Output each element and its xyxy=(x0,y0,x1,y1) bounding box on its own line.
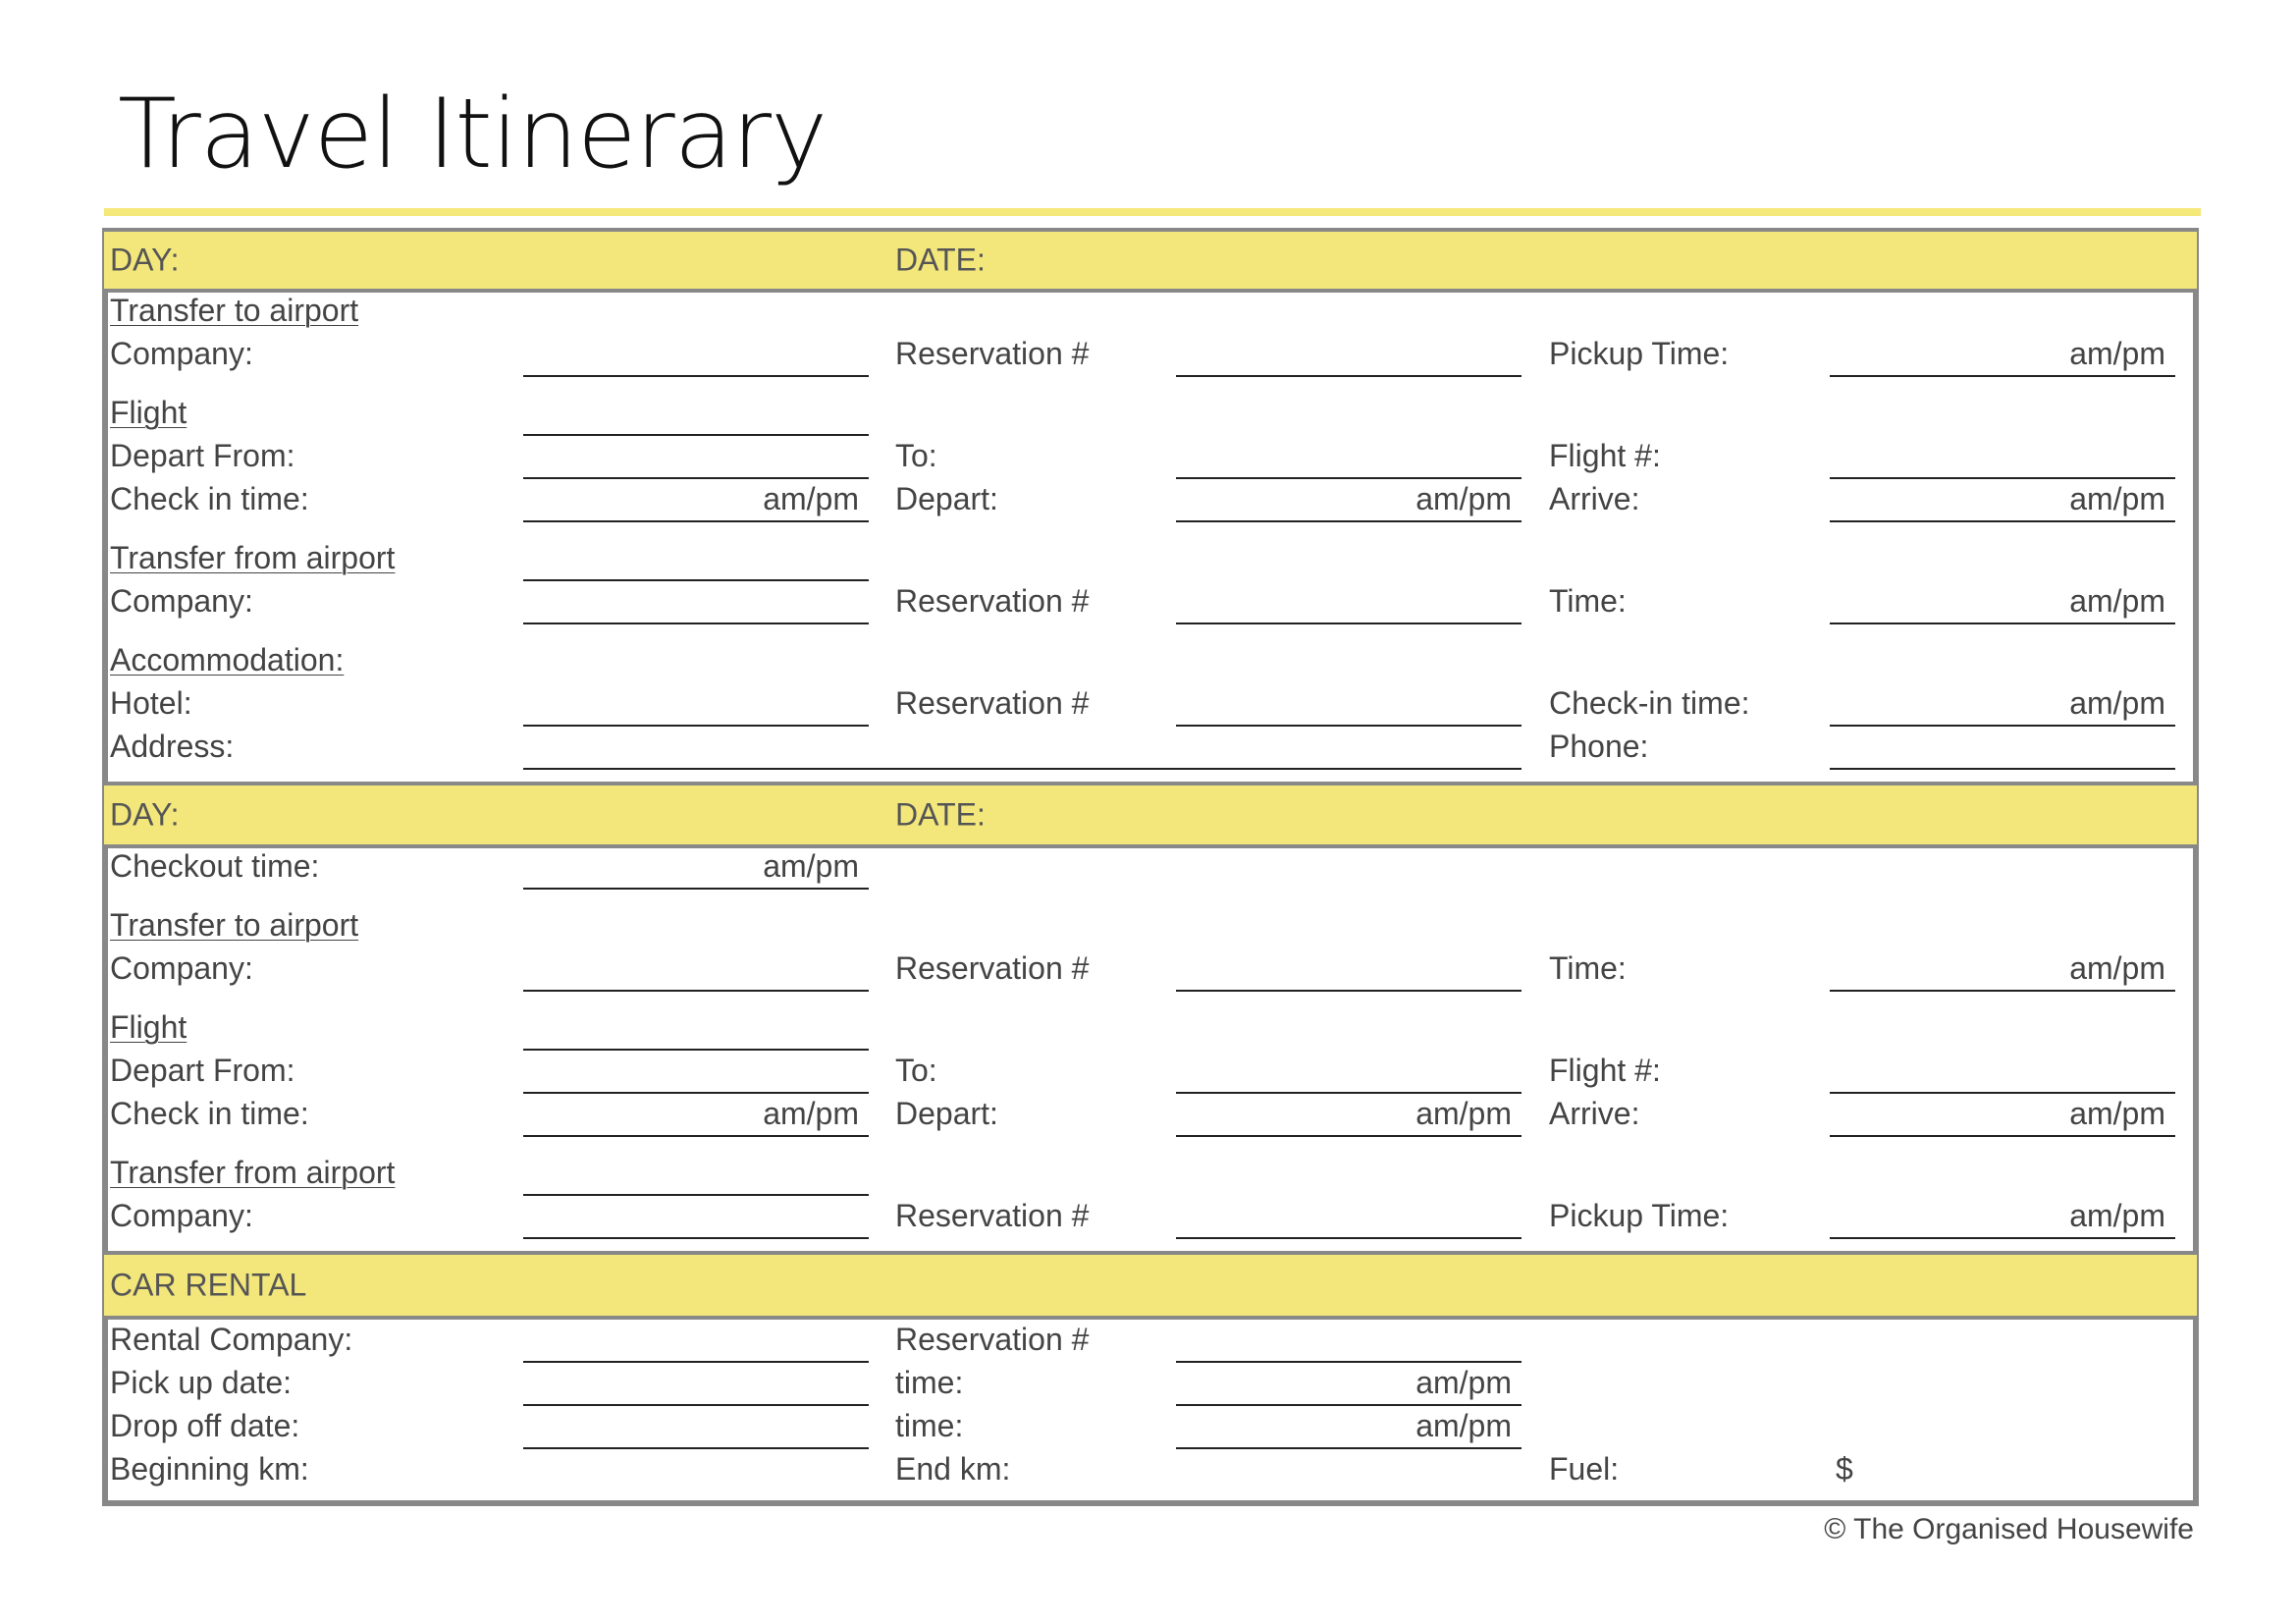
day2-depart-label: Depart: xyxy=(895,1096,998,1131)
beginning-km-label: Beginning km: xyxy=(110,1451,309,1487)
day1-hotel-reservation-label: Reservation # xyxy=(895,685,1090,721)
day1-tta-company-label: Company: xyxy=(110,336,253,371)
day1-arrive-label: Arrive: xyxy=(1549,481,1640,516)
rental-company-field[interactable] xyxy=(523,1361,869,1363)
page-title: Travel Itinerary xyxy=(118,79,828,190)
day1-accommodation-heading: Accommodation: xyxy=(110,642,345,677)
day1-tfa-time-field[interactable] xyxy=(1830,623,2175,624)
day2-tfa-extra-line[interactable] xyxy=(523,1194,869,1196)
day1-depart-from-field[interactable] xyxy=(523,477,869,479)
day2-tta-time-field[interactable] xyxy=(1830,990,2175,992)
day1-tfa-time-ampm: am/pm xyxy=(2069,583,2165,619)
day2-transfer-to-airport-heading: Transfer to airport xyxy=(110,907,359,943)
day1-depart-ampm: am/pm xyxy=(1415,481,1512,516)
day2-tta-time-ampm: am/pm xyxy=(2069,950,2165,986)
day1-tta-pickup-ampm: am/pm xyxy=(2069,336,2165,371)
day1-hotel-label: Hotel: xyxy=(110,685,192,721)
day2-depart-ampm: am/pm xyxy=(1415,1096,1512,1131)
day2-arrive-ampm: am/pm xyxy=(2069,1096,2165,1131)
day1-day-label: DAY: xyxy=(110,242,180,278)
day2-tfa-company-label: Company: xyxy=(110,1198,253,1233)
day2-date-label: DATE: xyxy=(895,796,986,833)
day1-transfer-to-airport-heading: Transfer to airport xyxy=(110,293,359,328)
day1-tfa-company-label: Company: xyxy=(110,583,253,619)
day1-arrive-field[interactable] xyxy=(1830,520,2175,522)
day1-checkin-label: Check in time: xyxy=(110,481,309,516)
pick-up-date-label: Pick up date: xyxy=(110,1365,292,1400)
title-rule xyxy=(104,208,2201,216)
day1-tta-reservation-field[interactable] xyxy=(1176,375,1522,377)
day2-tta-company-field[interactable] xyxy=(523,990,869,992)
day2-tfa-pickup-label: Pickup Time: xyxy=(1549,1198,1730,1233)
day1-tta-reservation-label: Reservation # xyxy=(895,336,1090,371)
rental-company-label: Rental Company: xyxy=(110,1322,353,1357)
day2-checkin-ampm: am/pm xyxy=(763,1096,859,1131)
car-rental-heading: CAR RENTAL xyxy=(110,1267,307,1303)
day1-tta-pickup-field[interactable] xyxy=(1830,375,2175,377)
day2-checkin-field[interactable] xyxy=(523,1135,869,1137)
drop-off-date-field[interactable] xyxy=(523,1447,869,1449)
fuel-label: Fuel: xyxy=(1549,1451,1620,1487)
rental-reservation-label: Reservation # xyxy=(895,1322,1090,1357)
day1-header-band xyxy=(104,228,2197,293)
day1-tta-pickup-label: Pickup Time: xyxy=(1549,336,1730,371)
day1-hotel-reservation-field[interactable] xyxy=(1176,725,1522,727)
day2-transfer-from-airport-heading: Transfer from airport xyxy=(110,1155,396,1190)
day1-flight-no-label: Flight #: xyxy=(1549,438,1661,473)
pick-up-time-ampm: am/pm xyxy=(1415,1365,1512,1400)
pick-up-date-field[interactable] xyxy=(523,1404,869,1406)
day2-day-label: DAY: xyxy=(110,796,180,833)
day1-hotel-field[interactable] xyxy=(523,725,869,727)
day1-to-label: To: xyxy=(895,438,937,473)
car-rental-header-band xyxy=(104,1251,2197,1320)
day1-phone-label: Phone: xyxy=(1549,729,1649,764)
rental-reservation-field[interactable] xyxy=(1176,1361,1522,1363)
fuel-dollar-sign: $ xyxy=(1836,1451,1853,1487)
drop-off-time-ampm: am/pm xyxy=(1415,1408,1512,1443)
day1-date-label: DATE: xyxy=(895,242,986,278)
day1-address-label: Address: xyxy=(110,729,235,764)
day2-to-field[interactable] xyxy=(1176,1092,1522,1094)
day2-depart-field[interactable] xyxy=(1176,1135,1522,1137)
day2-header-band xyxy=(104,782,2197,848)
day2-tfa-reservation-label: Reservation # xyxy=(895,1198,1090,1233)
day2-arrive-label: Arrive: xyxy=(1549,1096,1640,1131)
day2-to-label: To: xyxy=(895,1053,937,1088)
day2-flight-no-label: Flight #: xyxy=(1549,1053,1661,1088)
drop-off-time-field[interactable] xyxy=(1176,1447,1522,1449)
day1-transfer-from-airport-heading: Transfer from airport xyxy=(110,540,396,575)
copyright-notice: © The Organised Housewife xyxy=(1824,1513,2194,1545)
day1-flight-extra-line[interactable] xyxy=(523,434,869,436)
day2-tfa-reservation-field[interactable] xyxy=(1176,1237,1522,1239)
day1-tfa-reservation-field[interactable] xyxy=(1176,623,1522,624)
day2-checkout-ampm: am/pm xyxy=(763,848,859,884)
day1-arrive-ampm: am/pm xyxy=(2069,481,2165,516)
day2-tta-reservation-field[interactable] xyxy=(1176,990,1522,992)
day1-flight-heading: Flight xyxy=(110,395,187,430)
day1-flight-no-field[interactable] xyxy=(1830,477,2175,479)
day1-checkin-field[interactable] xyxy=(523,520,869,522)
day2-depart-from-field[interactable] xyxy=(523,1092,869,1094)
day1-checkin-time-field[interactable] xyxy=(1830,725,2175,727)
day1-depart-field[interactable] xyxy=(1176,520,1522,522)
pick-up-time-label: time: xyxy=(895,1365,964,1400)
day1-depart-from-label: Depart From: xyxy=(110,438,295,473)
day2-tta-company-label: Company: xyxy=(110,950,253,986)
day2-depart-from-label: Depart From: xyxy=(110,1053,295,1088)
day2-tfa-company-field[interactable] xyxy=(523,1237,869,1239)
end-km-label: End km: xyxy=(895,1451,1011,1487)
pick-up-time-field[interactable] xyxy=(1176,1404,1522,1406)
day1-checkin-time-label: Check-in time: xyxy=(1549,685,1750,721)
day2-flight-no-field[interactable] xyxy=(1830,1092,2175,1094)
day2-checkout-label: Checkout time: xyxy=(110,848,320,884)
day1-depart-label: Depart: xyxy=(895,481,998,516)
day1-checkin-ampm: am/pm xyxy=(763,481,859,516)
day2-tfa-pickup-ampm: am/pm xyxy=(2069,1198,2165,1233)
day2-checkout-field[interactable] xyxy=(523,888,869,890)
day2-tfa-pickup-field[interactable] xyxy=(1830,1237,2175,1239)
day1-to-field[interactable] xyxy=(1176,477,1522,479)
day2-tta-reservation-label: Reservation # xyxy=(895,950,1090,986)
day1-tfa-company-field[interactable] xyxy=(523,623,869,624)
day2-tta-time-label: Time: xyxy=(1549,950,1627,986)
drop-off-time-label: time: xyxy=(895,1408,964,1443)
day1-tfa-extra-line[interactable] xyxy=(523,579,869,581)
day2-checkin-label: Check in time: xyxy=(110,1096,309,1131)
day1-phone-field[interactable] xyxy=(1830,768,2175,770)
day1-tfa-time-label: Time: xyxy=(1549,583,1627,619)
day1-address-field[interactable] xyxy=(523,768,1522,770)
day1-tfa-reservation-label: Reservation # xyxy=(895,583,1090,619)
drop-off-date-label: Drop off date: xyxy=(110,1408,300,1443)
day2-flight-heading: Flight xyxy=(110,1009,187,1045)
day2-flight-extra-line[interactable] xyxy=(523,1049,869,1051)
day1-tta-company-field[interactable] xyxy=(523,375,869,377)
day1-checkin-time-ampm: am/pm xyxy=(2069,685,2165,721)
day2-arrive-field[interactable] xyxy=(1830,1135,2175,1137)
